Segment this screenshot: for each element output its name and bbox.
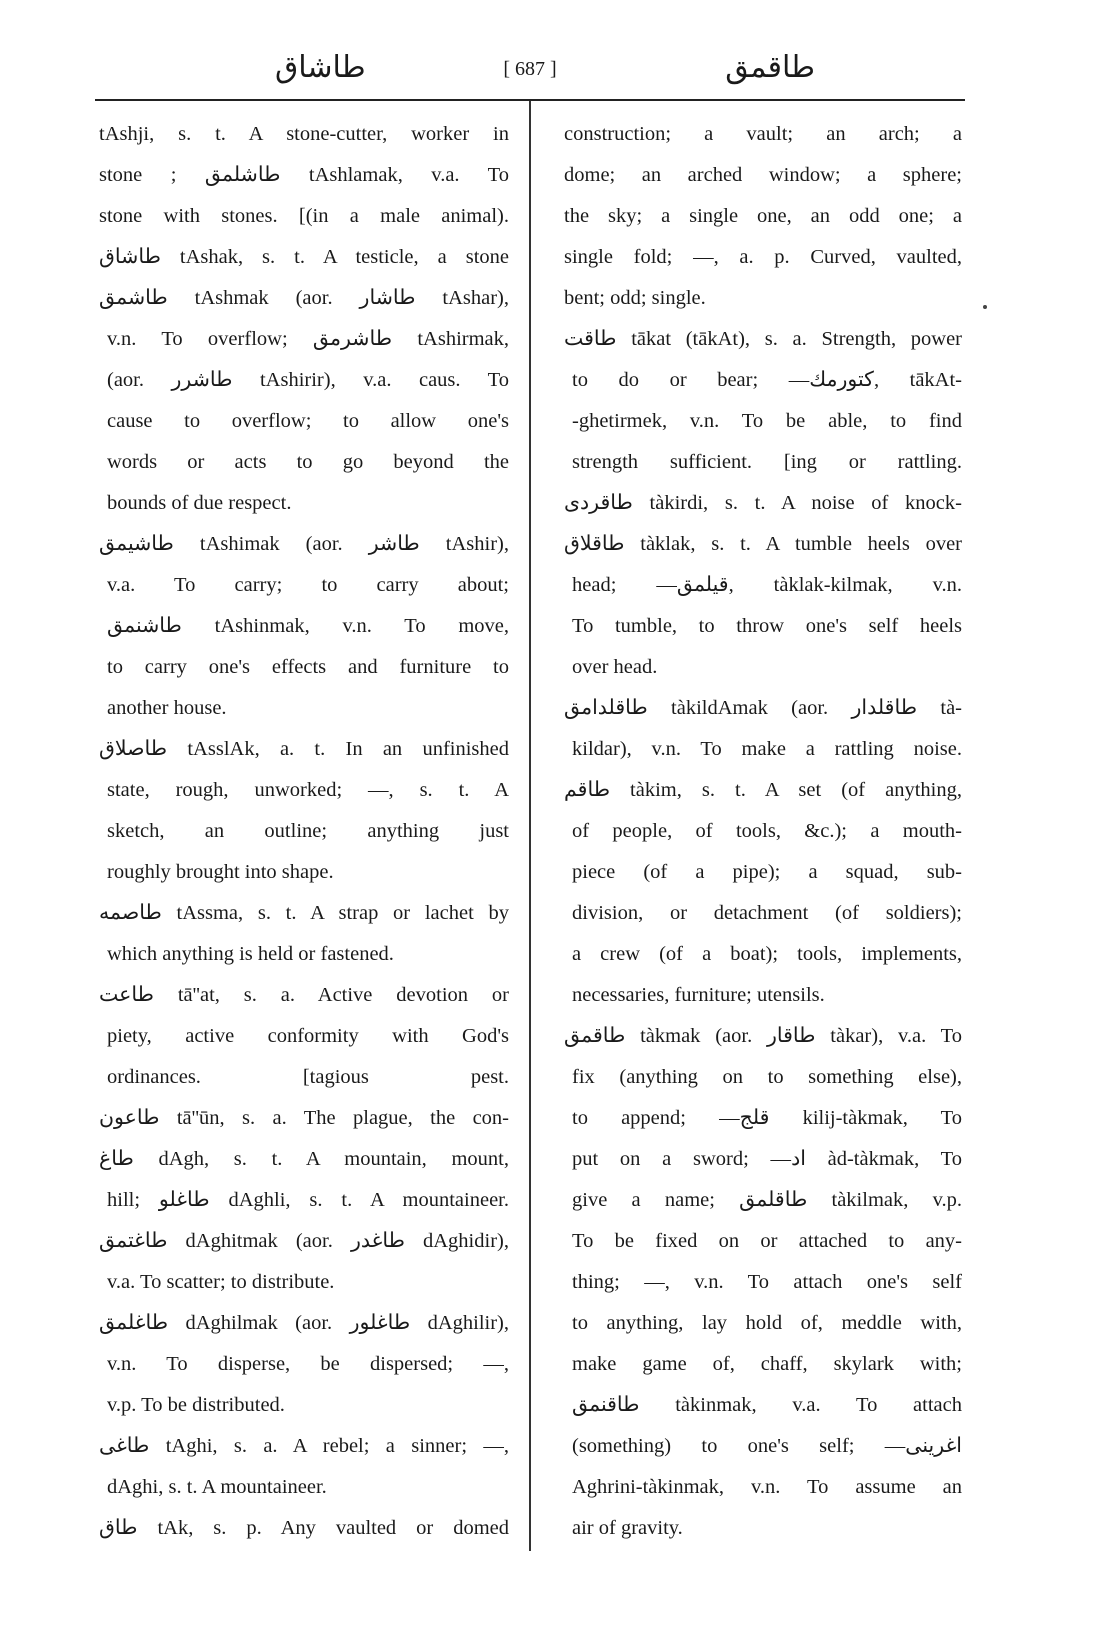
- left-column: [99, 114, 509, 1549]
- entry-line: طاشنمق tAshinmak, v.n. To move,: [107, 615, 509, 637]
- entry-line: necessaries, furniture; utensils.: [572, 984, 825, 1006]
- entry-line: another house.: [107, 697, 227, 719]
- entry-line: a crew (of a boat); tools, implements,: [572, 943, 962, 965]
- page-number: [ 687 ]: [503, 58, 557, 80]
- entry-line: طاغ dAgh, s. t. A mountain, mount,: [99, 1148, 509, 1170]
- column-divider: [529, 101, 531, 1551]
- entry-line: stone ; طاشلمق tAshlamak, v.a. To: [99, 164, 509, 186]
- entry-line: طاغتمق dAghitmak (aor. طاغدر dAghidir),: [99, 1230, 509, 1252]
- entry-line: which anything is held or fastened.: [107, 943, 394, 965]
- entry-line: sketch, an outline; anything just: [107, 820, 509, 842]
- entry-line: roughly brought into shape.: [107, 861, 334, 883]
- entry-line: -ghetirmek, v.n. To be able, to find: [572, 410, 962, 432]
- entry-line: طاعت tā''at, s. a. Active devotion or: [99, 984, 509, 1006]
- entry-line: طاغلمق dAghilmak (aor. طاغلور dAghilir),: [99, 1312, 509, 1334]
- entry-line: Aghrini-tàkinmak, v.n. To assume an: [572, 1476, 962, 1498]
- entry-line: bounds of due respect.: [107, 492, 292, 514]
- right-column: [564, 114, 962, 1549]
- entry-line: طاقنمق tàkinmak, v.a. To attach: [572, 1394, 962, 1416]
- entry-line: hill; طاغلو dAghli, s. t. A mountaineer.: [107, 1189, 509, 1211]
- entry-line: طاقم tàkim, s. t. A set (of anything,: [564, 779, 962, 801]
- entry-line: stone with stones. [(in a male animal).: [99, 205, 509, 227]
- entry-line: طاقردى tàkirdi, s. t. A noise of knock-: [564, 492, 962, 514]
- entry-line: طاصمه tAssma, s. t. A strap or lachet by: [99, 902, 509, 924]
- entry-line: to do or bear; —كتورمك, tākAt-: [572, 369, 962, 391]
- entry-line: v.a. To scatter; to distribute.: [107, 1271, 335, 1293]
- entry-line: single fold; —, a. p. Curved, vaulted,: [564, 246, 962, 268]
- entry-line: give a name; طاقلمق tàkilmak, v.p.: [572, 1189, 962, 1211]
- entry-line: طاقت tākat (tākAt), s. a. Strength, power: [564, 328, 962, 350]
- entry-line: the sky; a single one, an odd one; a: [564, 205, 962, 227]
- header-left-word: طاشاق: [275, 50, 366, 85]
- entry-line: piece (of a pipe); a squad, sub-: [572, 861, 962, 883]
- entry-line: طاشاق tAshak, s. t. A testicle, a stone: [99, 246, 509, 268]
- entry-line: strength sufficient. [ing or rattling.: [572, 451, 962, 473]
- entry-line: state, rough, unworked; —, s. t. A: [107, 779, 509, 801]
- margin-mark: [983, 305, 987, 309]
- entry-line: طاشمق tAshmak (aor. طاشار tAshar),: [99, 287, 509, 309]
- entry-line: words or acts to go beyond the: [107, 451, 509, 473]
- entry-line: To tumble, to throw one's self heels: [572, 615, 962, 637]
- entry-line: piety, active conformity with God's: [107, 1025, 509, 1047]
- entry-line: of people, of tools, &c.); a mouth-: [572, 820, 962, 842]
- entry-line: v.n. To overflow; طاشرمق tAshirmak,: [107, 328, 509, 350]
- entry-line: v.n. To disperse, be dispersed; —,: [107, 1353, 509, 1375]
- entry-line: to carry one's effects and furniture to: [107, 656, 509, 678]
- entry-line: over head.: [572, 656, 658, 678]
- entry-line: طاغى tAghi, s. a. A rebel; a sinner; —,: [99, 1435, 509, 1457]
- entry-line: air of gravity.: [572, 1517, 683, 1539]
- entry-line: kildar), v.n. To make a rattling noise.: [572, 738, 962, 760]
- entry-line: (aor. طاشرر tAshirir), v.a. caus. To: [107, 369, 509, 391]
- entry-line: dome; an arched window; a sphere;: [564, 164, 962, 186]
- entry-line: طاقمق tàkmak (aor. طاقار tàkar), v.a. To: [564, 1025, 962, 1047]
- entry-line: division, or detachment (of soldiers);: [572, 902, 962, 924]
- entry-line: head; —قيلمق, tàklak-kilmak, v.n.: [572, 574, 962, 596]
- entry-line: طاقلاق tàklak, s. t. A tumble heels over: [564, 533, 962, 555]
- entry-line: v.p. To be distributed.: [107, 1394, 285, 1416]
- page-header: [95, 44, 965, 100]
- entry-line: (something) to one's self; —اغرينى: [572, 1435, 962, 1457]
- entry-line: طاصلاق tAsslAk, a. t. In an unfinished: [99, 738, 509, 760]
- entry-line: dAghi, s. t. A mountaineer.: [107, 1476, 327, 1498]
- entry-line: to append; —قلج kilij-tàkmak, To: [572, 1107, 962, 1129]
- entry-line: bent; odd; single.: [564, 287, 706, 309]
- entry-line: put on a sword; —اد àd-tàkmak, To: [572, 1148, 962, 1170]
- entry-line: v.a. To carry; to carry about;: [107, 574, 509, 596]
- entry-line: thing; —, v.n. To attach one's self: [572, 1271, 962, 1293]
- entry-line: tAshji, s. t. A stone-cutter, worker in: [99, 123, 509, 145]
- entry-line: طاق tAk, s. p. Any vaulted or domed: [99, 1517, 509, 1539]
- entry-line: طاعون tā''ūn, s. a. The plague, the con-: [99, 1107, 509, 1129]
- entry-line: cause to overflow; to allow one's: [107, 410, 509, 432]
- entry-line: to anything, lay hold of, meddle with,: [572, 1312, 962, 1334]
- entry-line: طاقلدامق tàkildAmak (aor. طاقلدار tà-: [564, 697, 962, 719]
- entry-line: make game of, chaff, skylark with;: [572, 1353, 962, 1375]
- entry-line: construction; a vault; an arch; a: [564, 123, 962, 145]
- entry-line: To be fixed on or attached to any-: [572, 1230, 962, 1252]
- header-right-word: طاقمق: [725, 50, 815, 85]
- entry-line: ordinances. [tagious pest.: [107, 1066, 509, 1088]
- entry-line: طاشيمق tAshimak (aor. طاشر tAshir),: [99, 533, 509, 555]
- entry-line: fix (anything on to something else),: [572, 1066, 962, 1088]
